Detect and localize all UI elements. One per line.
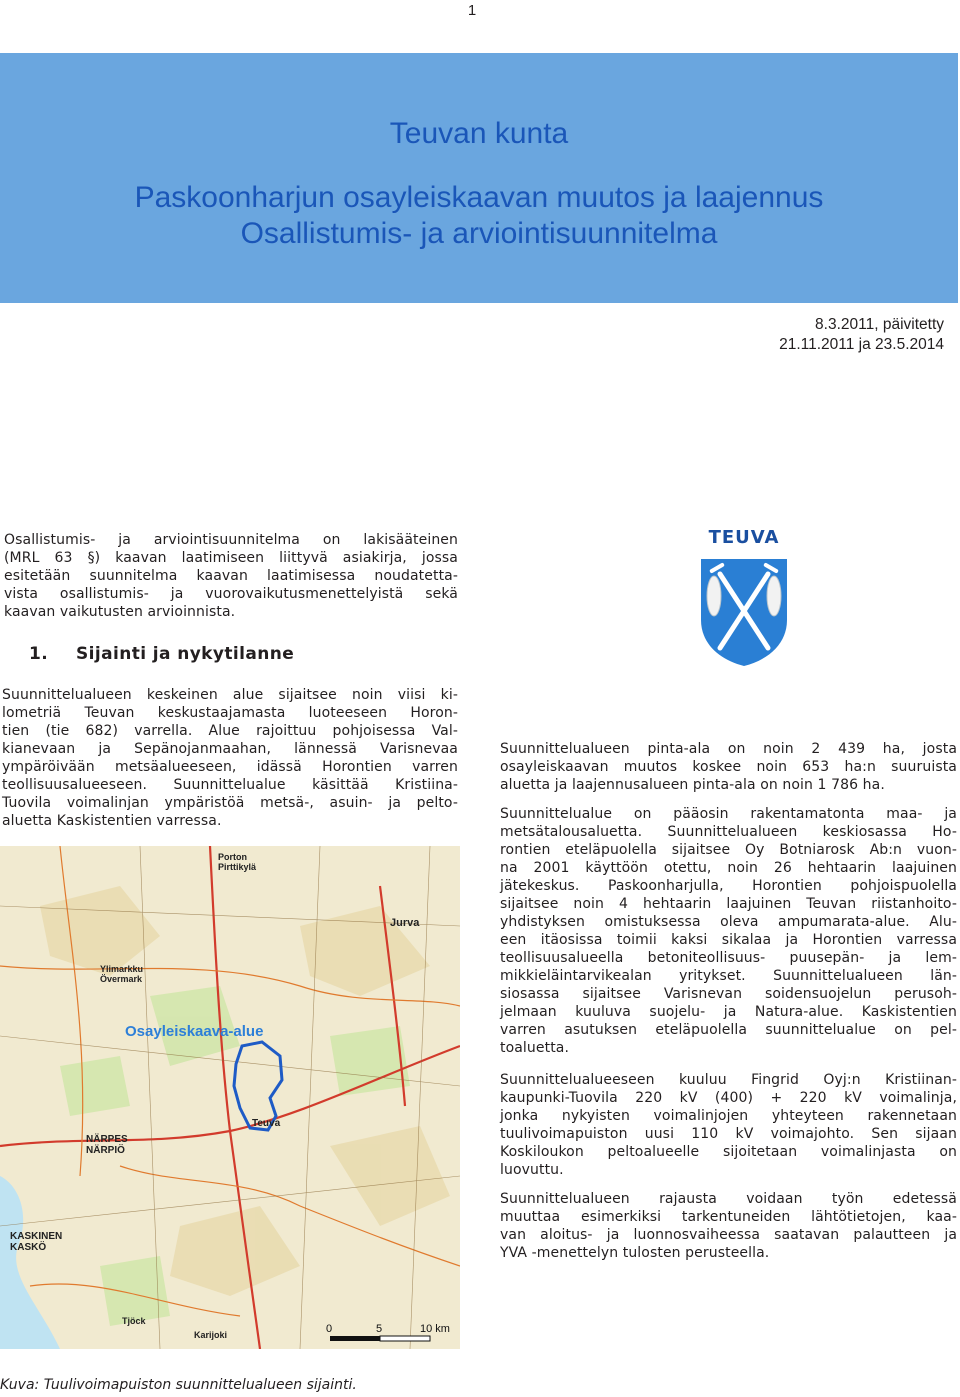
municipality-title: Teuvan kunta bbox=[389, 117, 569, 150]
plan-title-line1: Paskoonharjun osayleiskaavan muutos ja laajennus bbox=[134, 181, 824, 214]
document-date bbox=[600, 315, 944, 355]
location-line: aluetta Kaskistentien varressa. bbox=[2, 813, 222, 829]
boundary-line: YVA -menettelyn tulosten perusteella. bbox=[500, 1245, 770, 1261]
location-paragraph bbox=[2, 686, 458, 830]
land-use-line: toaluetta. bbox=[500, 1040, 570, 1056]
intro-line: Osallistumis- ja arviointisuunnitelma on lakisääteinen bbox=[4, 532, 458, 548]
location-line: kianevaan ja Sepänojanmaahan, lännessä Varisnevaa bbox=[2, 741, 458, 757]
map-label-karijoki: Karijoki bbox=[194, 1330, 228, 1340]
land-use-line: een itäosissa toimii kaksi sikalaa ja Horontien varressa bbox=[500, 932, 957, 948]
map-label-narpes: NÄRPES bbox=[86, 1134, 128, 1145]
land-use-line: mikkieläintarvikealan yritykset. Suunnittelualueen län- bbox=[500, 968, 957, 984]
area-line: osayleiskaavan muutos koskee noin 653 ha:n suuruista bbox=[500, 759, 957, 775]
area-paragraph bbox=[500, 740, 957, 794]
land-use-line: siosassa sijaitsee Varisnevan soidensuojelun perusoh- bbox=[500, 986, 957, 1002]
figure-caption: Kuva: Tuulivoimapuiston suunnittelualueen sijainti. bbox=[0, 1377, 357, 1393]
land-use-line: na 2001 käyttöön otettu, noin 26 hehtaarin laajuinen bbox=[500, 860, 957, 876]
boundary-line: van aloitus- ja luonnosvaiheessa saatavan palautteen ja bbox=[500, 1227, 957, 1243]
location-line: tien (tie 682) varrella. Alue rajoittuu pohjoisessa Val- bbox=[2, 723, 458, 739]
boundary-line: Suunnittelualueen rajausta voidaan työn edetessä bbox=[500, 1191, 957, 1207]
section-heading bbox=[29, 644, 294, 664]
boundary-paragraph bbox=[500, 1190, 957, 1262]
map-drawing bbox=[0, 846, 460, 1349]
location-line: lometriä Teuvan keskustaajamasta luoteeseen Horon- bbox=[2, 705, 458, 721]
page-number: 1 bbox=[467, 2, 477, 19]
power-line-line: Suunnittelualueeseen kuuluu Fingrid Oyj:n Kristiinan- bbox=[500, 1072, 957, 1088]
plan-title-line2: Osallistumis- ja arviointisuunnitelma bbox=[240, 217, 718, 250]
land-use-line: jelmaan kuuluva suojelu- ja Natura-alue. Kaskistentien bbox=[500, 1004, 957, 1020]
location-line: ympäröivään metsäalueeseen, idässä Horontien varren bbox=[2, 759, 458, 775]
area-line: Suunnittelualueen pinta-ala on noin 2 439 ha, josta bbox=[500, 741, 957, 757]
scale-label-5: 5 bbox=[376, 1323, 383, 1335]
map-label-porton: Porton bbox=[218, 852, 247, 862]
map-label-pirttikyla: Pirttikylä bbox=[218, 862, 257, 872]
land-use-line: jätekeskus. Paskoonharjulla, Horontien pohjoispuolella bbox=[500, 878, 957, 894]
power-line-line: luovuttu. bbox=[500, 1162, 564, 1178]
land-use-paragraph bbox=[500, 805, 957, 1057]
section-number: 1. bbox=[29, 644, 49, 664]
map-label-jurva: Jurva bbox=[390, 917, 420, 929]
land-use-line: teollisuusalueella betoniteollisuus- puusepän- ja lem- bbox=[500, 950, 957, 966]
location-line: Tuovila voimalinjan ympäristöä metsä-, asuin- ja pelto- bbox=[2, 795, 458, 811]
power-line-line: jonka nykyisten voimalinjojen yhteyteen rakennetaan bbox=[500, 1108, 957, 1124]
date-line1: 8.3.2011, päivitetty bbox=[815, 316, 944, 333]
location-line: teollisuusalueeseen. Suunnittelualue käsittää Kristiina- bbox=[2, 777, 458, 793]
date-line2: 21.11.2011 ja 23.5.2014 bbox=[779, 336, 944, 353]
map-label-teuva: Teuva bbox=[252, 1118, 281, 1129]
power-line-line: kaupunki-Tuovila 220 kV (400) + 220 kV voimalinja, bbox=[500, 1090, 957, 1106]
map-label-ylimarkku: Ylimarkku bbox=[100, 964, 144, 974]
area-line: aluetta ja laajennusalueen pinta-ala on noin 1 786 ha. bbox=[500, 777, 885, 793]
power-line-line: tuulivoimapuiston uusi 110 kV voimajohto. Sen sijaan bbox=[500, 1126, 957, 1142]
intro-line: kaavan vaikutusten arvioinnista. bbox=[4, 604, 236, 620]
intro-line: vista osallistumis- ja vuorovaikutusmenettelyistä sekä bbox=[4, 586, 458, 602]
boundary-line: muuttaa esimerkiksi tarkentuneiden lähtötietojen, kaa- bbox=[500, 1209, 957, 1225]
map-label-narpio: NÄRPIÖ bbox=[86, 1145, 125, 1156]
land-use-line: rontien eteläpuolella sijaitsee Oy Botniarosk Ab:n vuon- bbox=[500, 842, 957, 858]
location-line: Suunnittelualueen keskeinen alue sijaitsee noin viisi ki- bbox=[2, 687, 458, 703]
title-banner bbox=[0, 53, 958, 303]
scale-label-0: 0 bbox=[326, 1323, 333, 1335]
map-label-kaskinen: KASKINEN bbox=[10, 1231, 63, 1242]
municipality-logo-name: TEUVA bbox=[708, 527, 780, 548]
intro-line: (MRL 63 §) kaavan laatimiseen liittyvä asiakirja, jossa bbox=[4, 550, 458, 566]
power-line-line: Koskiloukon peltoalueelle sijoitetaan voimalinjasta on bbox=[500, 1144, 957, 1160]
map-label-overmark: Övermark bbox=[100, 974, 143, 984]
land-use-line: yhdistyksen omistuksessa oleva ampumarata-alue. Alu- bbox=[500, 914, 957, 930]
coat-of-arms-crossed-spindles-icon bbox=[698, 556, 790, 672]
map-label-kasko: KASKÖ bbox=[10, 1242, 47, 1253]
land-use-line: Suunnittelualue on pääosin rakentamatonta maa- ja bbox=[500, 806, 957, 822]
land-use-line: varren asutuksen eteläpuolella suunnittelualue on pel- bbox=[500, 1022, 957, 1038]
land-use-line: sijaitsee noin 4 hehtaarin laajuinen Teuvan riistanhoito- bbox=[500, 896, 957, 912]
map-area-label: Osayleiskaava-alue bbox=[125, 1023, 264, 1040]
section-title: Sijainti ja nykytilanne bbox=[76, 644, 295, 664]
power-line-paragraph bbox=[500, 1071, 957, 1179]
map-label-tjock: Tjöck bbox=[122, 1316, 146, 1326]
intro-line: esitetään suunnitelma kaavan laatimisessa noudatetta- bbox=[4, 568, 458, 584]
location-map bbox=[0, 846, 460, 1349]
land-use-line: metsätalousaluetta. Suunnittelualueen keskiosassa Ho- bbox=[500, 824, 957, 840]
scale-label-10: 10 km bbox=[420, 1323, 450, 1335]
intro-paragraph bbox=[4, 531, 458, 621]
